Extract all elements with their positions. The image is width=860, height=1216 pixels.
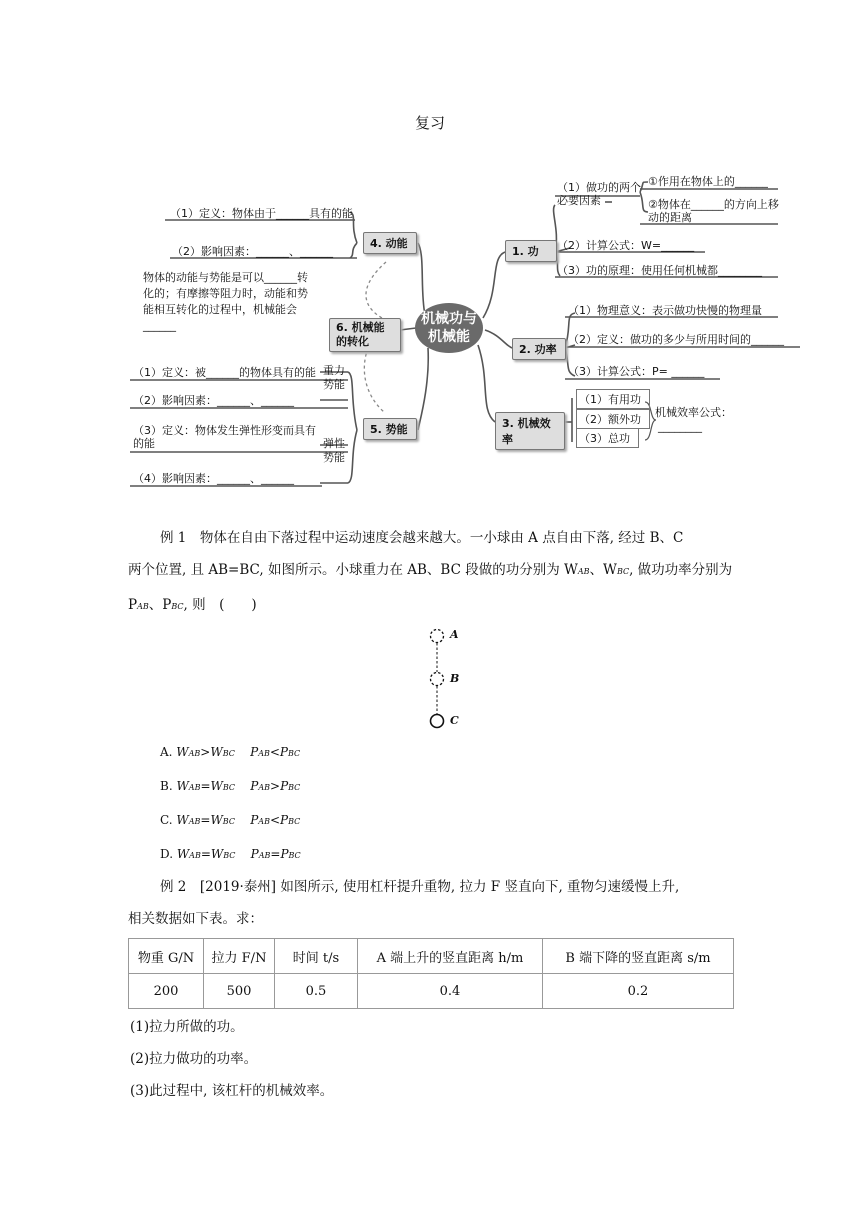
question-3: (3)此过程中, 该杠杆的机械效率。	[130, 1083, 334, 1099]
question-1: (1)拉力所做的功。	[130, 1019, 244, 1035]
example1-line1: 例 1 物体在自由下落过程中运动速度会越来越大。一小球由 A 点自由下落, 经过 B、C	[160, 530, 684, 546]
node-efficiency: 3. 机械效率	[495, 412, 565, 450]
power-meaning: （1）物理意义：表示做功快慢的物理量	[568, 304, 762, 317]
gravity-pe-definition: （1）定义：被______的物体具有的能	[133, 366, 316, 379]
table-cell: 0.2	[543, 974, 734, 1009]
efficiency-formula-label: 机械效率公式：	[655, 406, 732, 419]
option-c: C. WAB=WBC PAB<PBC	[160, 813, 301, 827]
example2-line1: 例 2 [2019·泰州] 如图所示, 使用杠杆提升重物, 拉力 F 竖直向下, 重物匀速缓慢上升,	[160, 879, 680, 895]
data-table	[128, 938, 734, 1009]
work-principle: （3）功的原理：使用任何机械都________	[557, 264, 762, 277]
example1-line2: 两个位置, 且 AB=BC, 如图所示。小球重力在 AB、BC 段做的功分别为 WAB、WBC, 做功功率分别为	[128, 562, 733, 578]
kinetic-definition: （1）定义：物体由于______具有的能	[170, 207, 353, 220]
kinetic-factors: （2）影响因素：______、______	[172, 245, 333, 258]
node-potential-energy: 5. 势能	[363, 418, 417, 440]
example2-line2: 相关数据如下表。求：	[128, 911, 263, 927]
point-b-label: B	[450, 672, 460, 685]
elastic-pe-factors: （4）影响因素：______、______	[133, 472, 294, 485]
option-b: B. WAB=WBC PAB>PBC	[160, 779, 301, 793]
table-header-cell: B 端下降的竖直距离 s/m	[543, 939, 734, 974]
work-factors: （1）做功的两个必要因素	[557, 181, 641, 207]
useful-work: （1）有用功	[576, 389, 650, 409]
mind-map-lines	[0, 0, 860, 500]
option-d: D. WAB=WBC PAB=PBC	[160, 847, 301, 861]
table-header-row	[129, 939, 734, 974]
efficiency-formula-blank: ________	[658, 420, 702, 433]
page-title: 复习	[414, 114, 445, 132]
point-c-label: C	[450, 714, 459, 727]
table-row	[129, 974, 734, 1009]
point-a-label: A	[450, 628, 459, 641]
mechanical-energy-text: 物体的动能与势能是可以______转化的；有摩擦等阻力时，动能和势能相互转化的过程中，机械能会______	[143, 271, 308, 332]
table-cell: 0.4	[358, 974, 543, 1009]
table-header-cell: 物重 G/N	[129, 939, 204, 974]
table-header-cell: 拉力 F/N	[204, 939, 275, 974]
node-power: 2. 功率	[512, 338, 566, 360]
work-factor-1: ①作用在物体上的______	[648, 175, 768, 188]
table-header-cell: 时间 t/s	[275, 939, 358, 974]
power-formula: （3）计算公式：P= ______	[568, 365, 705, 378]
node-work: 1. 功	[505, 240, 557, 262]
gravity-pe-factors: （2）影响因素：______、______	[133, 394, 294, 407]
option-a: A. WAB>WBC PAB<PBC	[160, 745, 301, 759]
elastic-pe-label: 弹性势能	[323, 437, 345, 464]
table-cell: 0.5	[275, 974, 358, 1009]
table-cell: 200	[129, 974, 204, 1009]
node-mechanical-energy: 6. 机械能的转化	[329, 318, 401, 352]
question-2: (2)拉力做功的功率。	[130, 1051, 258, 1067]
gravity-pe-label: 重力势能	[323, 364, 345, 391]
node-kinetic-energy: 4. 动能	[363, 232, 417, 254]
power-definition: （2）定义：做功的多少与所用时间的______	[568, 333, 784, 346]
extra-work: （2）额外功	[576, 409, 650, 429]
total-work: （3）总功	[576, 428, 639, 448]
work-formula: （2）计算公式：W=______	[557, 239, 695, 252]
table-cell: 500	[204, 974, 275, 1009]
example1-line3: PAB、PBC, 则 ( )	[128, 597, 257, 613]
mind-map-center: 机械功与机械能	[415, 303, 483, 353]
table-header-cell: A 端上升的竖直距离 h/m	[358, 939, 543, 974]
elastic-pe-definition: （3）定义：物体发生弹性形变而具有的能	[133, 424, 316, 450]
work-factor-2: ②物体在______的方向上移动的距离	[648, 198, 779, 224]
